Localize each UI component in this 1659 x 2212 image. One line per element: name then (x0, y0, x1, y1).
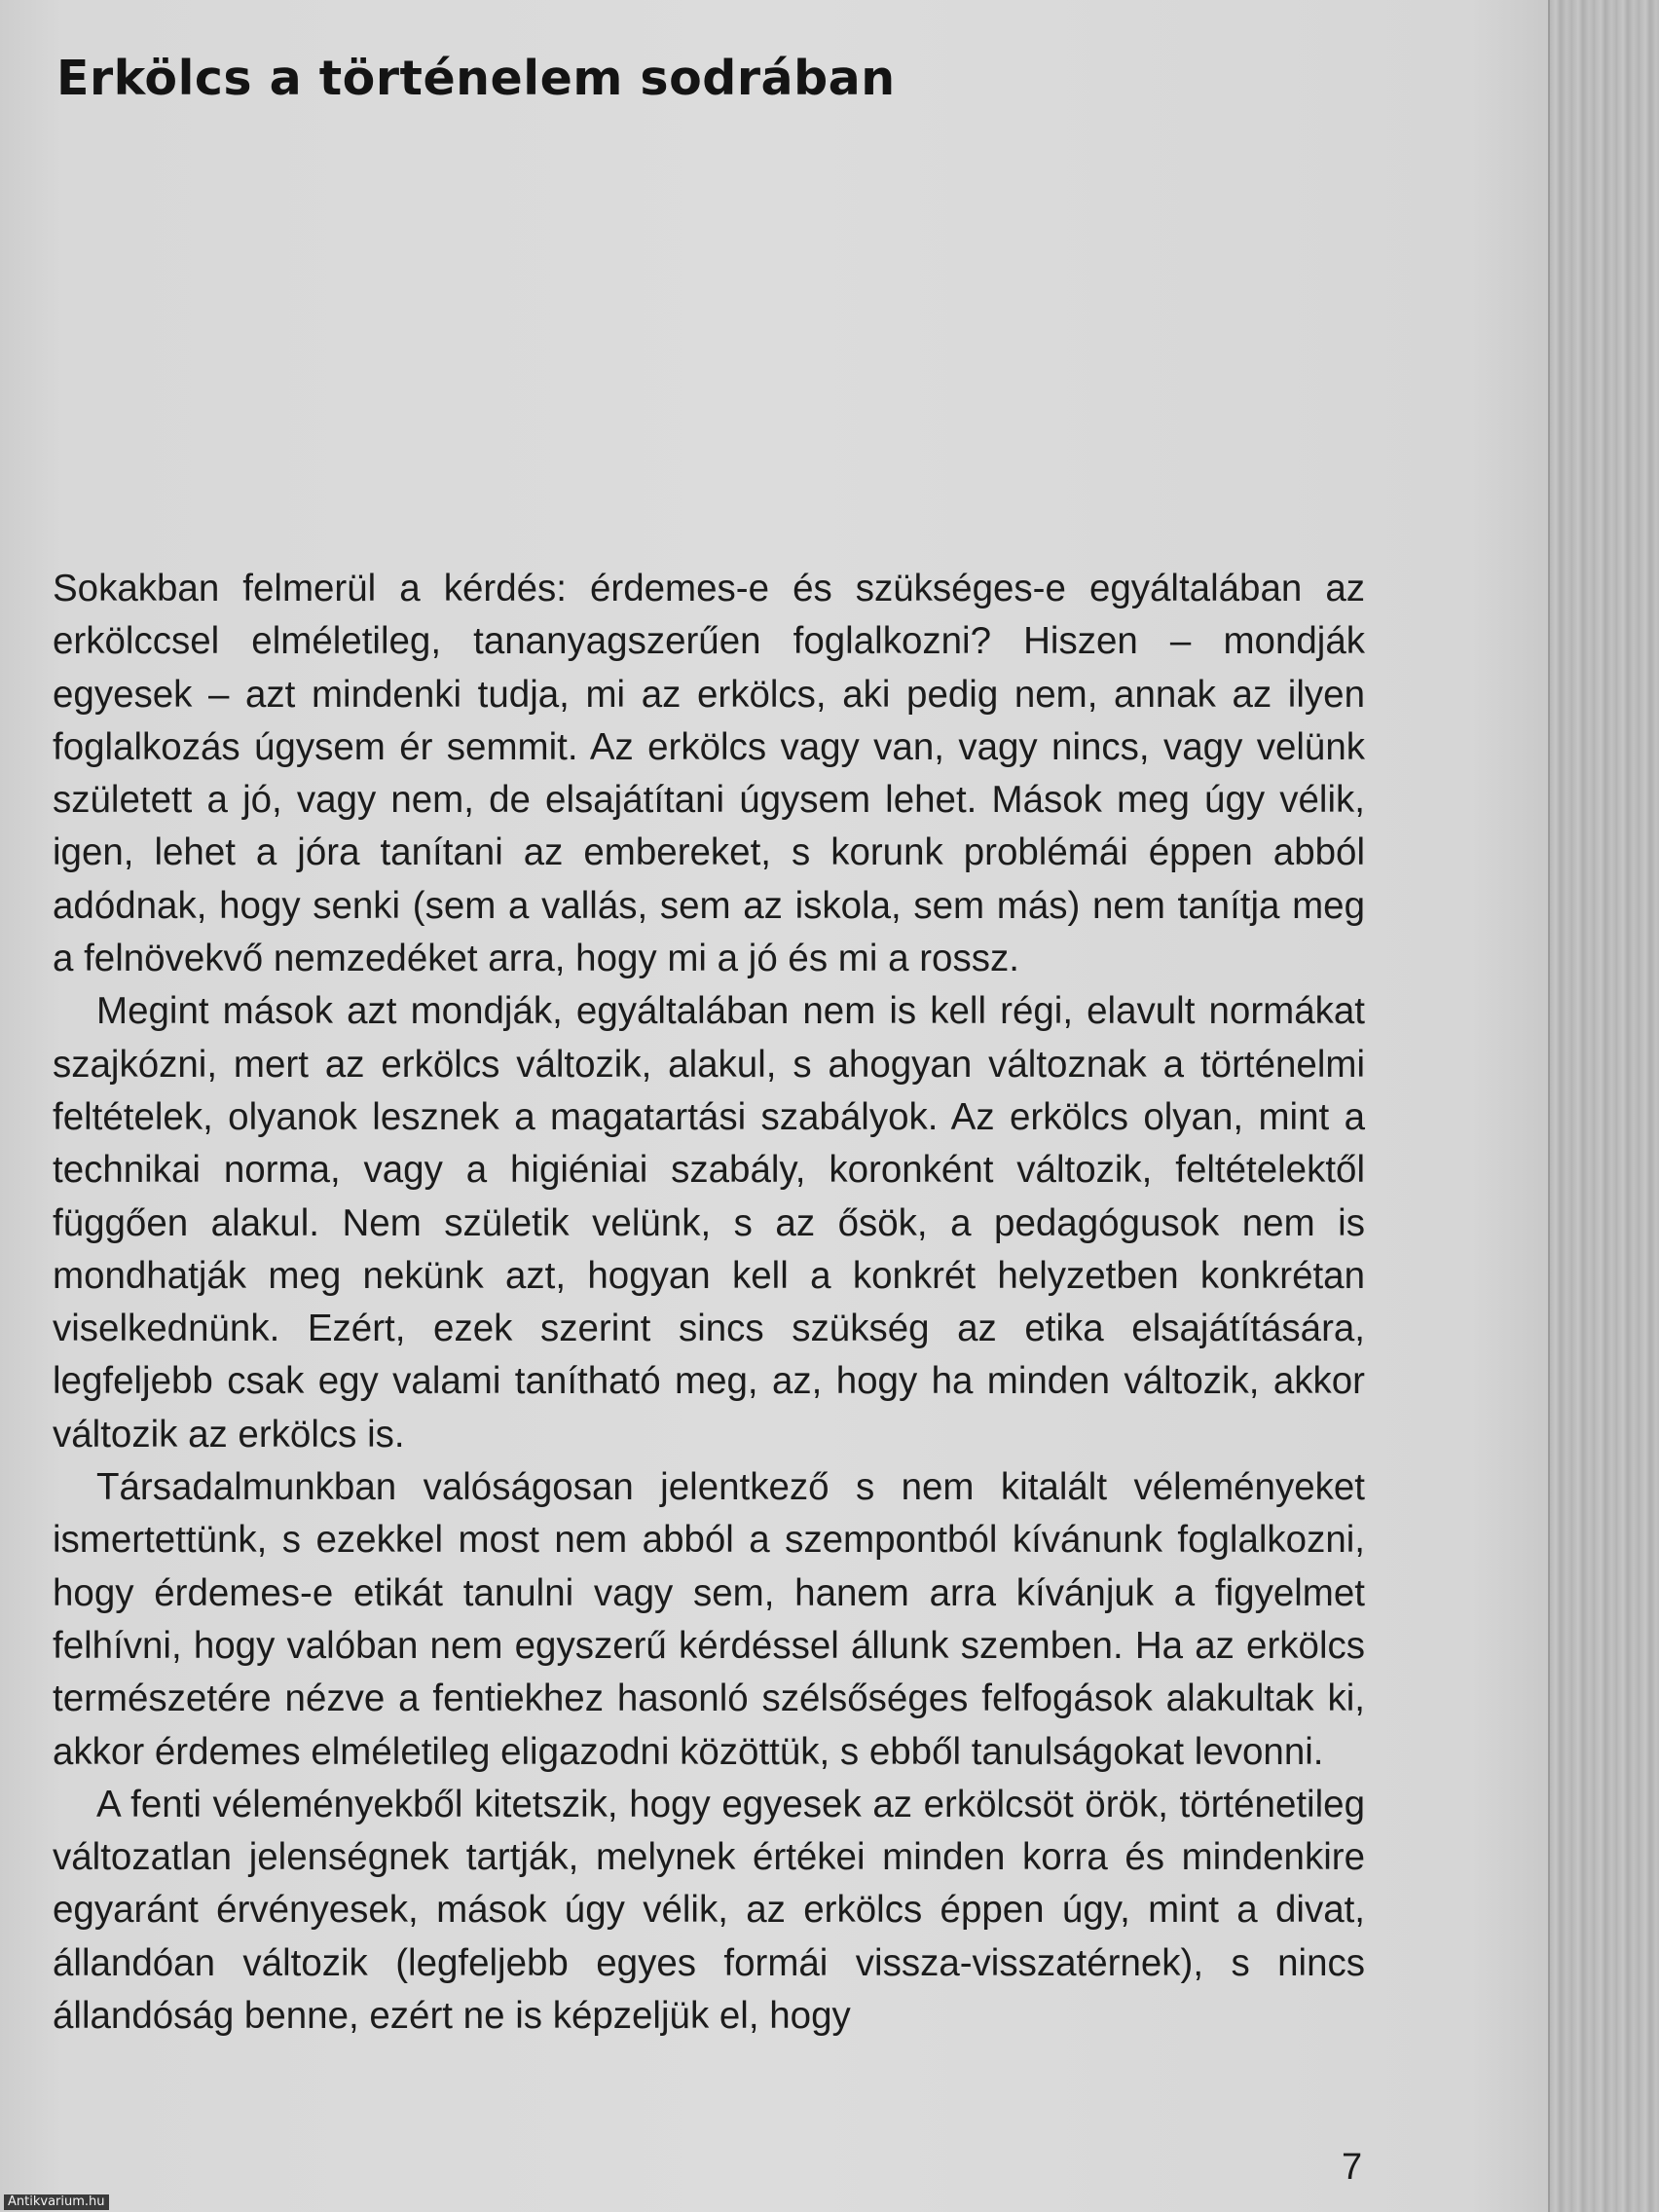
paragraph: Társadalmunkban valóságosan jelentkező s nem kitalált véleményeket ismertettünk, s ezekkel most nem abból a szempontból kívánunk foglalkozni, hogy érdemes-e etikát tanulni vagy sem, hanem arra kívánjuk a figyelmet felhívni, hogy valóban nem egyszerű kérdéssel állunk szemben. Ha az erkölcs természetére nézve a fentiekhez hasonló szélsőséges felfogások alakultak ki, akkor érdemes elméletileg eligazodni közöttük, s ebből tanulságokat levonni. (53, 1466, 1365, 1773)
paragraph: Megint mások azt mondják, egyáltalában nem is kell régi, elavult normákat szajkózni, mert az erkölcs változik, alakul, s ahogyan változnak a történelmi feltételek, olyanok lesznek a magatartási szabályok. Az erkölcs olyan, mint a technikai norma, vagy a higiéniai szabály, koronként változik, feltételektől függően alakul. Nem születik velünk, s az ősök, a pedagógusok nem is mondhatják meg nekünk azt, hogyan kell a konkrét helyzetben konkrétan viselkednünk. Ezért, ezek szerint sincs szükség az etika elsajátítására, legfeljebb csak egy valami tanítható meg, az, hogy ha minden változik, akkor változik az erkölcs is. (53, 990, 1365, 1456)
page-edge (1548, 0, 1659, 2212)
paragraph: A fenti véleményekből kitetszik, hogy egyesek az erkölcsöt örök, történetileg változatlan jelenségnek tartják, melynek értékei minden korra és mindenkire egyaránt érvényesek, mások úgy vélik, az erkölcs éppen úgy, mint a divat, állandóan változik (legfeljebb egyes formái vissza-visszatérnek), s nincs állandóság benne, ezért ne is képzeljük el, hogy (53, 1783, 1365, 2038)
watermark: Antikvarium.hu (4, 2194, 109, 2210)
page-number: 7 (1342, 2147, 1363, 2188)
chapter-title: Erkölcs a történelem sodrában (56, 51, 896, 106)
paragraph: Sokakban felmerül a kérdés: érdemes-e és szükséges-e egyáltalában az erkölccsel elméletileg, tananyagszerűen foglalkozni? Hiszen – mondják egyesek – azt mindenki tudja, mi az erkölcs, aki pedig nem, annak az ilyen foglalkozás úgysem ér semmit. Az erkölcs vagy van, vagy nincs, vagy velünk született a jó, vagy nem, de elsajátítani úgysem lehet. Mások meg úgy vélik, igen, lehet a jóra tanítani az embereket, s korunk problémái éppen abból adódnak, hogy senki (sem a vallás, sem az iskola, sem más) nem tanítja meg a felnövekvő nemzedéket arra, hogy mi a jó és mi a rossz. (53, 568, 1365, 980)
body-text (53, 563, 1365, 2043)
